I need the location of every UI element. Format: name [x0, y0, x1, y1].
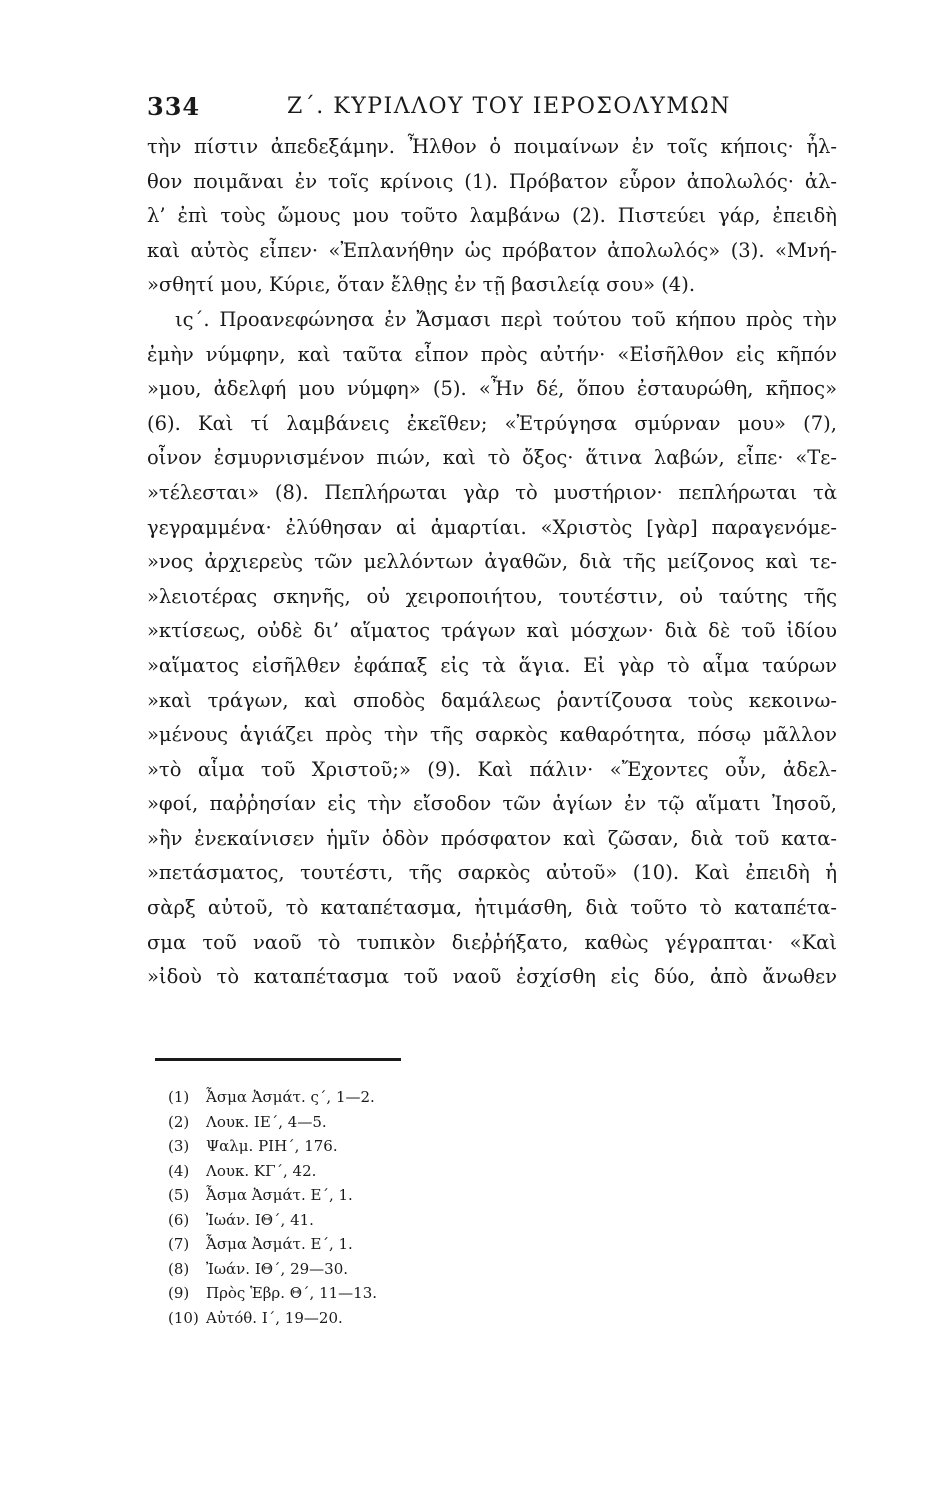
footnote [168, 1257, 568, 1282]
text-line: »ἰδοὺ τὸ καταπέτασμα τοῦ ναοῦ ἐσχίσθη εἰς δύο, ἀπὸ ἄνωθεν [147, 965, 837, 989]
footnote [168, 1110, 568, 1135]
body-text [147, 130, 837, 995]
footnote-number: (4) [168, 1161, 190, 1180]
footnote-rule [155, 1058, 401, 1061]
text-line: »τὸ αἷμα τοῦ Χριστοῦ;» (9). Καὶ πάλιν· «Ἔχοντες οὖν, ἀδελ- [147, 757, 837, 781]
text-line: τὴν πίστιν ἀπεδεξάμην. Ἦλθον ὁ ποιμαίνων ἐν τοῖς κήποις· ἦλ- [147, 135, 837, 158]
text-line: »μένους ἁγιάζει πρὸς τὴν τῆς σαρκὸς καθαρότητα, πόσῳ μᾶλλον [147, 723, 837, 747]
footnote-number: (2) [168, 1112, 190, 1131]
footnote-text: Ἆσμα Ἀσμάτ. Ε΄, 1. [206, 1235, 353, 1253]
text-line: »λειοτέρας σκηνῆς, οὐ χειροποιήτου, τουτέστιν, οὐ ταύτης τῆς [147, 584, 837, 608]
footnote-number: (7) [168, 1235, 190, 1253]
footnote-text: Λουκ. ΙΕ΄, 4—5. [206, 1112, 327, 1131]
footnote-text: Αὐτόθ. Ι΄, 19—20. [206, 1308, 343, 1327]
text-line: (6). Καὶ τί λαμβάνεις ἐκεῖθεν; «Ἐτρύγησα σμύρναν μου» (7), [147, 411, 837, 435]
text-line: »σθητί μου, Κύριε, ὅταν ἔλθῃς ἐν τῇ βασιλείᾳ σου» (4). [147, 273, 696, 297]
text-line: »νος ἀρχιερεὺς τῶν μελλόντων ἀγαθῶν, διὰ τῆς μείζονος καὶ τε- [147, 550, 837, 574]
footnote-text: Ἆσμα Ἀσμάτ. ς΄, 1—2. [206, 1088, 375, 1106]
text-line: καὶ αὐτὸς εἶπεν· «Ἐπλανήθην ὡς πρόβατον ἀπολωλός» (3). «Μνή- [147, 238, 837, 262]
footnote-text: Ἆσμα Ἀσμάτ. Ε΄, 1. [206, 1186, 353, 1204]
footnote [168, 1281, 568, 1306]
footnote [168, 1208, 568, 1233]
footnote-text: Ἰωάν. ΙΘ΄, 29—30. [206, 1259, 349, 1278]
text-line: »ἣν ἐνεκαίνισεν ἡμῖν ὁδὸν πρόσφατον καὶ ζῶσαν, διὰ τοῦ κατα- [147, 826, 837, 850]
text-line: σμα τοῦ ναοῦ τὸ τυπικὸν διεῤῥήξατο, καθὼς γέγραπται· «Καὶ [147, 930, 837, 954]
footnote [168, 1085, 568, 1110]
footnote-number: (5) [168, 1186, 190, 1204]
footnote-number: (3) [168, 1137, 190, 1155]
text-line: »καὶ τράγων, καὶ σποδὸς δαμάλεως ῥαντίζουσα τοὺς κεκοινω- [147, 688, 837, 712]
footnote-text: Ἰωάν. ΙΘ΄, 41. [206, 1210, 314, 1229]
footnote [168, 1306, 568, 1331]
text-line: οἶνον ἐσμυρνισμένον πιών, καὶ τὸ ὄξος· ἅτινα λαβών, εἶπε· «Τε- [147, 446, 837, 470]
footnote-number: (10) [168, 1308, 199, 1327]
text-line: θον ποιμᾶναι ἐν τοῖς κρίνοις (1). Πρόβατον εὗρον ἀπολωλός· ἀλ- [147, 169, 837, 193]
text-line: γεγραμμένα· ἐλύθησαν αἱ ἁμαρτίαι. «Χριστὸς [γὰρ] παραγενόμε- [147, 515, 837, 539]
footnote [168, 1232, 568, 1257]
text-line: »πετάσματος, τουτέστι, τῆς σαρκὸς αὐτοῦ» (10). Καὶ ἐπειδὴ ἡ [147, 861, 837, 885]
text-line: ις΄. Προανεφώνησα ἐν Ἄσμασι περὶ τούτου τοῦ κήπου πρὸς τὴν [175, 307, 837, 331]
footnote-number: (1) [168, 1088, 190, 1106]
running-title: Ζ΄. ΚΥΡΙΛΛΟΥ ΤΟΥ ΙΕΡΟΣΟΛΥΜΩΝ [287, 94, 731, 119]
footnote-text: Ψαλμ. ΡΙΗ΄, 176. [206, 1137, 338, 1155]
footnote-text: Λουκ. ΚΓ΄, 42. [206, 1161, 317, 1180]
footnote-number: (8) [168, 1259, 190, 1278]
page-number: 334 [147, 92, 201, 121]
text-line: »τέλεσται» (8). Πεπλήρωται γὰρ τὸ μυστήριον· πεπλήρωται τὰ [147, 480, 837, 504]
text-line: ἐμὴν νύμφην, καὶ ταῦτα εἶπον πρὸς αὐτήν· «Εἰσῆλθον εἰς κῆπόν [147, 342, 837, 366]
text-line: »φοί, παῤῥησίαν εἰς τὴν εἴσοδον τῶν ἁγίων ἐν τῷ αἵματι Ἰησοῦ, [147, 792, 837, 816]
text-line: »αἵματος εἰσῆλθεν ἐφάπαξ εἰς τὰ ἅγια. Εἰ γὰρ τὸ αἷμα ταύρων [147, 653, 837, 677]
footnote [168, 1183, 568, 1208]
footnote [168, 1159, 568, 1184]
text-line: »μου, ἀδελφή μου νύμφη» (5). «Ἦν δέ, ὅπου ἐσταυρώθη, κῆπος» [147, 377, 837, 401]
footnotes [168, 1085, 568, 1330]
text-line: σὰρξ αὐτοῦ, τὸ καταπέτασμα, ἠτιμάσθη, διὰ τοῦτο τὸ καταπέτα- [147, 896, 837, 920]
footnote-number: (9) [168, 1284, 190, 1302]
text-line: λ’ ἐπὶ τοὺς ὤμους μου τοῦτο λαμβάνω (2). Πιστεύει γάρ, ἐπειδὴ [147, 204, 837, 228]
text-line: »κτίσεως, οὐδὲ δι’ αἵματος τράγων καὶ μόσχων· διὰ δὲ τοῦ ἰδίου [147, 619, 837, 643]
footnote-text: Πρὸς Ἑβρ. Θ΄, 11—13. [206, 1284, 378, 1302]
footnote [168, 1134, 568, 1159]
footnote-number: (6) [168, 1210, 190, 1229]
page-header [147, 92, 847, 128]
